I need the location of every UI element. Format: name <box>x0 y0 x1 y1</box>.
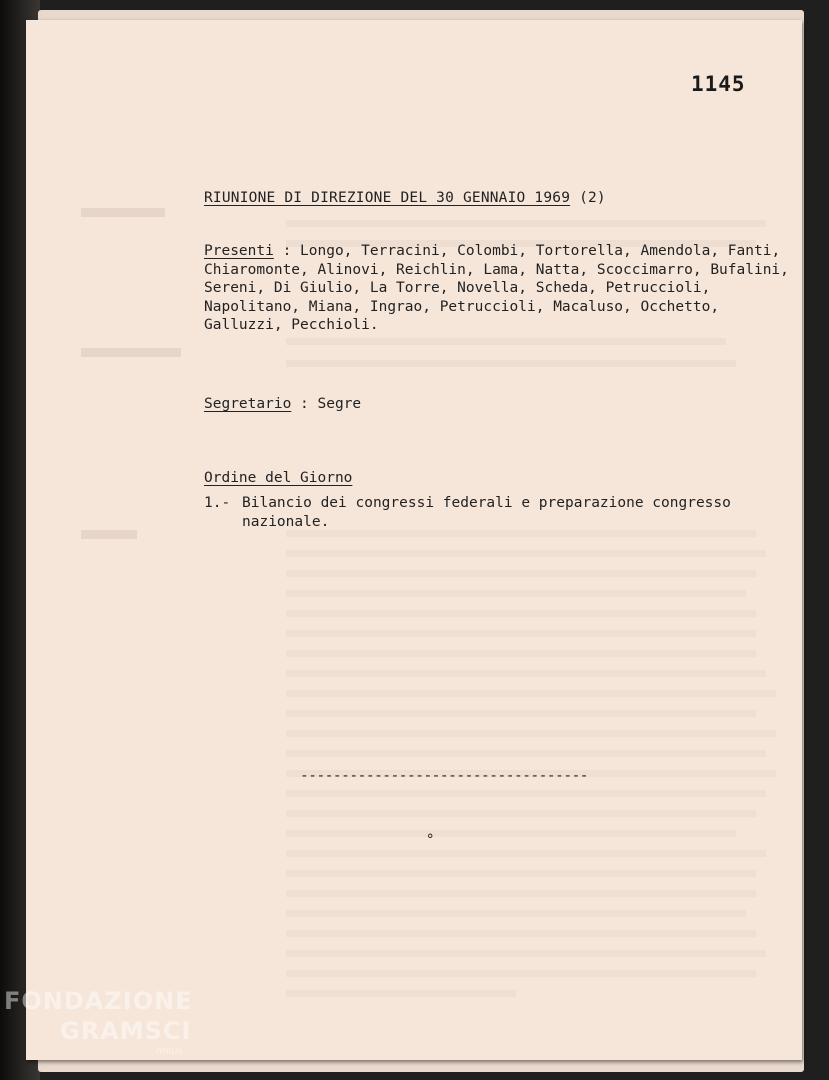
agenda-item-text: Bilancio dei congressi federali e preparazione congresso nazionale. <box>242 495 731 530</box>
secretary-label: Segretario <box>204 396 292 412</box>
attendees-label: Presenti <box>204 243 274 259</box>
secretary-name: : Segre <box>300 396 362 412</box>
secretary-line <box>204 396 361 412</box>
page-number: 1145 <box>691 72 746 96</box>
attendees-paragraph <box>204 242 794 335</box>
separator-line: ----------------------------------- <box>300 768 589 784</box>
watermark-line-2: GRAMSCI <box>60 1017 192 1045</box>
end-mark: ° <box>426 832 435 848</box>
watermark-line-1: FONDAZIONE <box>4 987 193 1015</box>
attendees-list: : Longo, Terracini, Colombi, Tortorella, Amendola, Fanti, Chiaromonte, Alinovi, Reichlin, Lama, Natta, Scoccimarro, Bufalini, Sereni, Di Giulio, La Torre, Novella, Scheda, Petruccioli, Napolitano, Miana, Ingrao, Petruccioli, Macaluso, Occhetto, Galluzzi, Pecchioli. <box>204 243 789 333</box>
meeting-title-text: RIUNIONE DI DIREZIONE DEL 30 GENNAIO 1969 <box>204 190 571 206</box>
archive-watermark <box>4 986 193 1057</box>
meeting-title-suffix: (2) <box>579 190 606 206</box>
show-through-marks <box>26 20 802 1060</box>
watermark-line-3: onlus <box>156 1046 183 1057</box>
document-page <box>26 20 802 1060</box>
agenda-item-number: 1.- <box>204 495 231 511</box>
agenda-heading: Ordine del Giorno <box>204 470 353 486</box>
meeting-title <box>204 190 606 206</box>
